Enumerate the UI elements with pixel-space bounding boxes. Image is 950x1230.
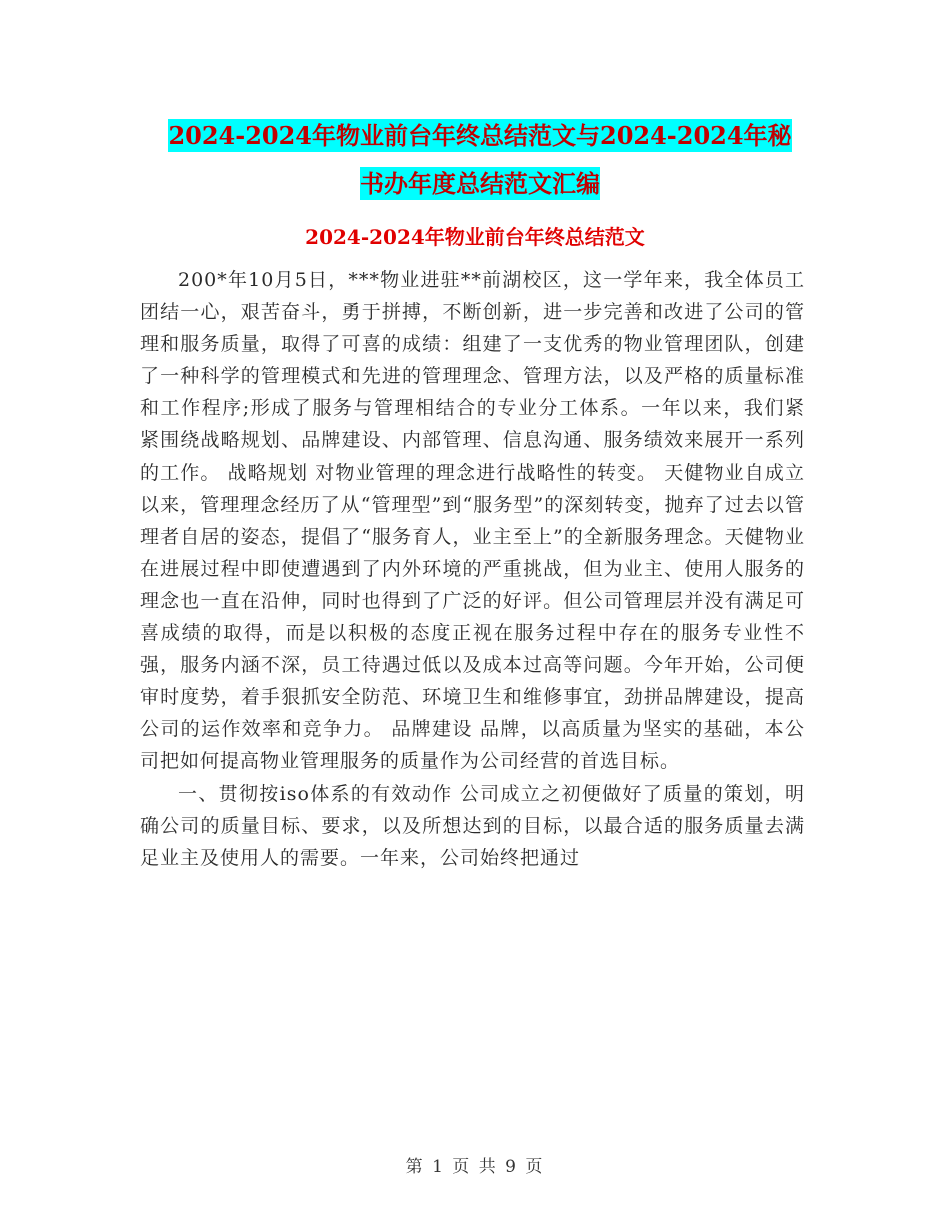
page-footer: 第 1 页 共 9 页 [405, 1157, 545, 1177]
document-title-line-1: 2024-2024年物业前台年终总结范文与2024-2024年秘 [168, 121, 792, 150]
section-title: 2024-2024年物业前台年终总结范文 [305, 225, 645, 249]
document-title [140, 112, 820, 208]
document-title-line-2: 书办年度总结范文汇编 [360, 169, 600, 198]
body-paragraph-2: 一、贯彻按iso体系的有效动作 公司成立之初便做好了质量的策划，明确公司的质量目标、要求，以及所想达到的目标，以最合适的服务质量去满足业主及使用人的需要。一年来，公司始终把通过 [140, 782, 805, 869]
document-body [140, 264, 805, 874]
body-paragraph-1: 200*年10月5日，***物业进驻**前湖校区，这一学年来，我全体员工团结一心，艰苦奋斗，勇于拼搏，不断创新，进一步完善和改进了公司的管理和服务质量，取得了可喜的成绩：组建了一支优秀的物业管理团队，创建了一种科学的管理模式和先进的管理理念、管理方法，以及严格的质量标准和工作程序;形成了服务与管理相结合的专业分工体系。一年以来，我们紧紧围绕战略规划、品牌建设、内部管理、信息沟通、服务绩效来展开一系列的工作。 战略规划 对物业管理的理念进行战略性的转变。 天健物业自成立以来，管理理念经历了从“管理型”到“服务型”的深刻转变，抛弃了过去以管理者自居的姿态，提倡了“服务育人，业主至上”的全新服务理念。天健物业在进展过程中即使遭遇到了内外环境的严重挑战，但为业主、使用人服务的理念也一直在沿伸，同时也得到了广泛的好评。但公司管理层并没有满足可喜成绩的取得，而是以积极的态度正视在服务过程中存在的服务专业性不强，服务内涵不深，员工待遇过低以及成本过高等问题。今年开始，公司便审时度势，着手狠抓安全防范、环境卫生和维修事宜，劲拼品牌建设，提高公司的运作效率和竞争力。 品牌建设 品牌，以高质量为坚实的基础，本公司把如何提高物业管理服务的质量作为公司经营的首选目标。 [140, 269, 805, 773]
